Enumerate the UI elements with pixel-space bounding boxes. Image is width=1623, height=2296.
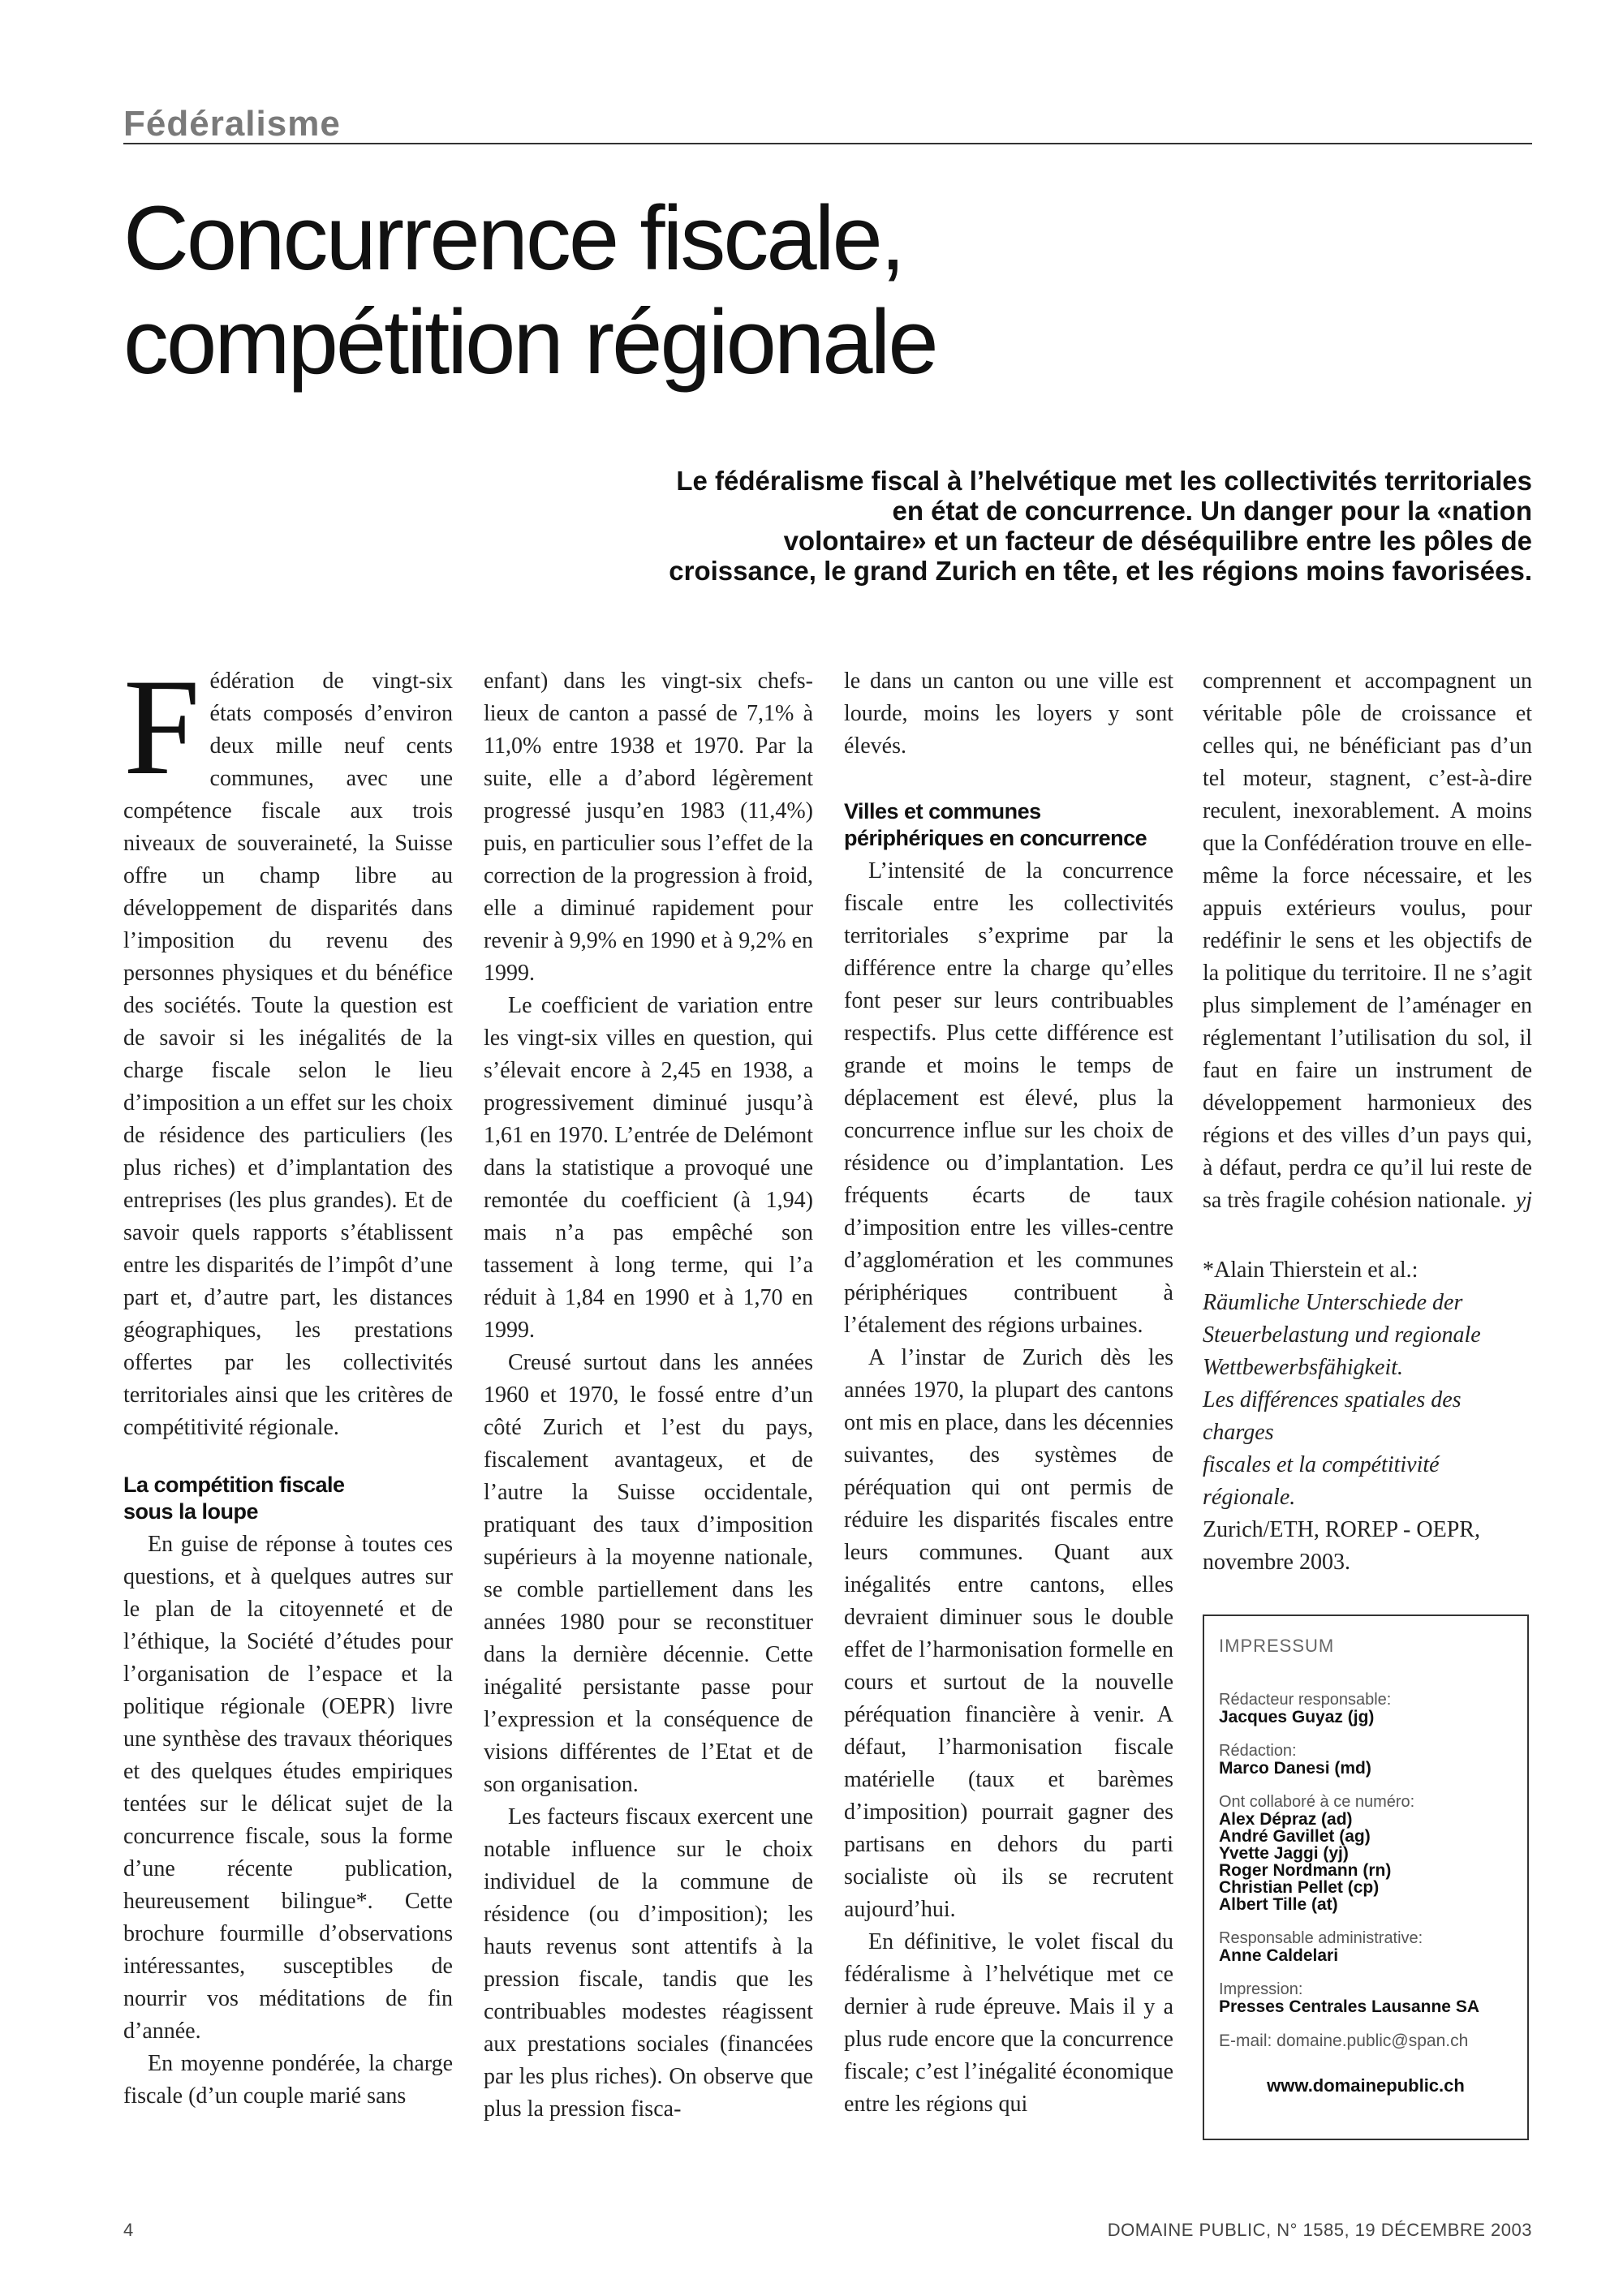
impressum-title: IMPRESSUM	[1219, 1636, 1335, 1656]
impressum-name: Alex Dépraz (ad)	[1219, 1810, 1353, 1829]
paragraph: A l’instar de Zurich dès les années 1970, la plupart des cantons ont mis en place, dans les décennies suivantes, des systèmes de péréquation qui ont permis de réduire les disparités fiscales entre leurs communes. Quant aux inégalités entre cantons, elles devraient diminuer sous le double effet de l’harmonisation formelle en cours et surtout de la nouvelle péréquation financière à venir. A défaut, l’harmonisation fiscale matérielle (taux et barèmes d’imposition) pourrait gagner des partisans en dehors du parti socialiste où ils se recrutent aujourd’hui.	[844, 1345, 1173, 1922]
heading-line-1: La compétition fiscale	[123, 1473, 345, 1497]
section-heading	[123, 1472, 453, 1525]
ref-title-fr-line: Les différences spatiales des charges	[1203, 1387, 1462, 1445]
impressum-email: E-mail: domaine.public@span.ch	[1219, 2032, 1469, 2050]
author-signature: yj	[1515, 1188, 1532, 1213]
impressum-name: Christian Pellet (cp)	[1219, 1878, 1380, 1897]
article-column-2	[484, 665, 813, 2126]
paragraph	[1203, 665, 1532, 1217]
impressum-group-administration	[1219, 1929, 1513, 1964]
impressum-name: Albert Tille (at)	[1219, 1895, 1338, 1914]
heading-line-2: périphériques en concurrence	[844, 826, 1147, 850]
impressum-box	[1203, 1615, 1529, 2140]
lede-line-1: Le fédéralisme fiscal à l’helvétique met les collectivités territoriales	[676, 466, 1532, 496]
page-number: 4	[123, 2220, 134, 2240]
article-column-4	[1203, 665, 1532, 1579]
title-line-1: Concurrence fiscale,	[123, 187, 903, 289]
drop-cap: F	[123, 651, 200, 803]
article-lede	[454, 466, 1532, 586]
impressum-name: Marco Danesi (md)	[1219, 1759, 1371, 1778]
ref-title-de-line: Steuerbelastung und regionale	[1203, 1322, 1481, 1348]
paragraph: Les facteurs fiscaux exercent une notable influence sur le choix individuel de la commune de résidence (ou d’imposition); les hauts revenus sont attentifs à la pression fiscale, tandis que les contribuables modestes réagissent aux prestations sociales (financées par les plus riches). On observe que plus la pression fisca-	[484, 1804, 813, 2122]
paragraph: En moyenne pondérée, la charge fiscale (d’un couple marié sans	[123, 2051, 453, 2109]
impressum-name: Roger Nordmann (rn)	[1219, 1861, 1392, 1880]
ref-author: *Alain Thierstein et al.:	[1203, 1258, 1419, 1283]
header-rule	[123, 143, 1532, 144]
ref-title-fr-line: fiscales et la compétitivité	[1203, 1452, 1440, 1477]
impressum-name: Jacques Guyaz (jg)	[1219, 1708, 1375, 1726]
paragraph	[123, 651, 453, 1444]
title-line-2: compétition régionale	[123, 291, 936, 393]
article-column-3	[844, 665, 1173, 2121]
ref-title-de-line: Räumliche Unterschiede der	[1203, 1290, 1463, 1315]
section-rubric: Fédéralisme	[123, 104, 341, 144]
lede-line-2: en état de concurrence. Un danger pour la «nation	[892, 496, 1532, 526]
impressum-name: Presses Centrales Lausanne SA	[1219, 1997, 1479, 2016]
bibliographic-reference	[1203, 1254, 1532, 1579]
paragraph: Creusé surtout dans les années 1960 et 1970, le fossé entre d’un côté Zurich et l’est du pays, fiscalement avantageux, et de l’autre la Suisse occidentale, pratiquant des taux d’imposition supérieurs à la moyenne nationale, se comble partiellement dans les années 1980 pour se reconstituer dans la dernière décennie. Cette inégalité persistante passe pour l’expression et la conséquence de visions différentes de l’Etat et de son organisation.	[484, 1350, 813, 1797]
impressum-website: www.domainepublic.ch	[1267, 2075, 1465, 2096]
impressum-group-editor	[1219, 1691, 1513, 1726]
impressum-name: Yvette Jaggi (yj)	[1219, 1844, 1349, 1863]
article-column-1	[123, 651, 453, 2113]
paragraph: le dans un canton ou une ville est lourde, moins les loyers y sont élevés.	[844, 669, 1173, 759]
impressum-label: Impression:	[1219, 1980, 1303, 1998]
impressum-name: André Gavillet (ag)	[1219, 1827, 1371, 1846]
paragraph-text: comprennent et accompagnent un véritable pôle de croissance et celles qui, ne bénéficiant pas d’un tel moteur, stagnent, c’est-à-dire reculent, inexorablement. A moins que la Confédération trouve en elle-même la force nécessaire, et les appuis extérieurs voulus, pour redéfinir le sens et les objectifs de la politique du territoire. Il ne s’agit plus simplement de l’aménager en réglementant l’utilisation du sol, il faut en faire un instrument de développement harmonieux des régions et des villes d’un pays qui, à défaut, perdra ce qu’il lui reste de sa très fragile cohésion nationale.	[1203, 669, 1532, 1213]
paragraph: Le coefficient de variation entre les vingt-six villes en question, qui s’élevait encore à 2,45 en 1938, a progressivement diminué jusqu’à 1,61 en 1970. L’entrée de Delémont dans la statistique a provoqué une remontée du coefficient (à 1,94) mais n’a pas empêché son tassement à long terme, qui l’a réduit à 1,84 en 1990 et à 1,70 en 1999.	[484, 993, 813, 1343]
publication-footer: DOMAINE PUBLIC, N° 1585, 19 DÉCEMBRE 2003	[1107, 2220, 1532, 2240]
impressum-group-printing	[1219, 1980, 1513, 2015]
lede-line-4: croissance, le grand Zurich en tête, et les régions moins favorisées.	[669, 556, 1532, 586]
ref-publisher-line: novembre 2003.	[1203, 1550, 1350, 1575]
impressum-label: Responsable administrative:	[1219, 1929, 1423, 1947]
section-heading	[844, 798, 1173, 852]
paragraph: L’intensité de la concurrence fiscale entre les collectivités territoriales s’exprime par la différence entre la charge qu’elles font peser sur leurs contribuables respectifs. Plus cette différence est grande et moins le temps de déplacement est élevé, plus la concurrence influe sur les choix de résidence ou d’implantation. Les fréquents écarts de taux d’imposition entre les villes-centre d’agglomération et les communes périphériques contribuent à l’étalement des régions urbaines.	[844, 858, 1173, 1338]
heading-line-1: Villes et communes	[844, 799, 1041, 823]
ref-title-de-line: Wettbewerbsfähigkeit.	[1203, 1355, 1404, 1380]
impressum-group-contributors	[1219, 1793, 1513, 1913]
impressum-label: Rédacteur responsable:	[1219, 1691, 1392, 1709]
impressum-label: Ont collaboré à ce numéro:	[1219, 1793, 1415, 1811]
paragraph: enfant) dans les vingt-six chefs-lieux de canton a passé de 7,1% à 11,0% entre 1938 et 1970. Par la suite, elle a d’abord légèrement progressé jusqu’en 1983 (11,4%) puis, en particulier sous l’effet de la correction de la progression à froid, elle a diminué rapidement pour revenir à 9,9% en 1990 et à 9,2% en 1999.	[484, 669, 813, 986]
impressum-group-editorial	[1219, 1742, 1513, 1777]
impressum-name: Anne Caldelari	[1219, 1946, 1339, 1965]
impressum-label: Rédaction:	[1219, 1742, 1297, 1760]
paragraph: En définitive, le volet fiscal du fédéralisme à l’helvétique met ce dernier à rude épreuve. Mais il y a plus rude encore que la concurrence fiscale; c’est l’inégalité économique entre les régions qui	[844, 1929, 1173, 2117]
paragraph-text: édération de vingt-six états composés d’environ deux mille neuf cents communes, avec une compétence fiscale aux trois niveaux de souveraineté, la Suisse offre un champ libre au développement de disparités dans l’imposition du revenu des personnes physiques et du bénéfice des sociétés. Toute la question est de savoir si les inégalités de la charge fiscale selon le lieu d’imposition a un effet sur les choix de résidence des particuliers (les plus riches) et d’implantation des entreprises (les plus grandes). Et de savoir quels rapports s’établissent entre les disparités de l’impôt d’une part et, d’autre part, les distances géographiques, les prestations offertes par les collectivités territoriales ainsi que les critères de compétitivité régionale.	[123, 669, 453, 1440]
paragraph: En guise de réponse à toutes ces questions, et à quelques autres sur le plan de la citoyenneté et de l’éthique, la Société d’études pour l’organisation de l’espace et la politique régionale (OEPR) livre une synthèse des travaux théoriques et des quelques études empiriques tentées sur le délicat sujet de la concurrence fiscale, sous la forme d’une récente publication, heureusement bilingue*. Cette brochure fourmille d’observations intéressantes, susceptibles de nourrir vos méditations de fin d’année.	[123, 1532, 453, 2044]
lede-line-3: volontaire» et un facteur de déséquilibre entre les pôles de	[783, 526, 1532, 556]
ref-title-fr-line: régionale.	[1203, 1485, 1296, 1510]
heading-line-2: sous la loupe	[123, 1499, 259, 1524]
ref-publisher-line: Zurich/ETH, ROREP - OEPR,	[1203, 1517, 1480, 1542]
article-title	[123, 187, 936, 394]
